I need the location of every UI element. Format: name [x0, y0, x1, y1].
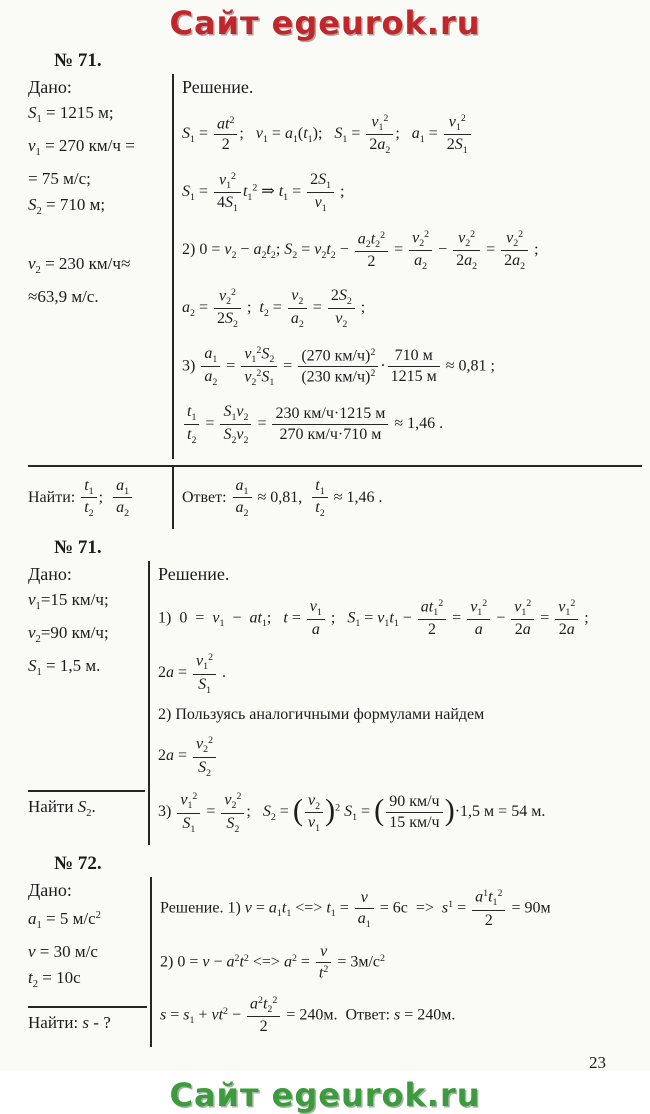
fraction: $\frac{v_1^2}{2a_2}$	[366, 113, 393, 156]
solution-line: $s = s_1 + vt^2$ − $\frac{a^2t_2^2}{2}$ = 240м. Ответ: s = 240м.	[160, 995, 456, 1036]
fraction: $\frac{a_1}{a_2}$	[201, 345, 220, 388]
fraction: $\frac{v_1^2}{4S_1}$	[214, 171, 241, 214]
given-line: $t_2 = 10с$	[28, 968, 81, 991]
given-lines	[28, 903, 147, 998]
fraction: $\frac{S_1v_2}{S_2v_2}$	[220, 403, 251, 446]
answer-text: Ответ: $\frac{a_1}{a_2}$ ≈ 0,81, $\frac{t_1}{t_2}$ ≈ 1,46 .	[182, 476, 383, 520]
given-line: v = 30 м/с	[28, 942, 98, 962]
fraction: $\frac{a_2t_2^2}{2}$	[355, 230, 388, 271]
given-line: $a_1 = 5$ $м/с^2$	[28, 909, 101, 932]
fraction: $\frac{a^2t_2^2}{2}$	[247, 995, 280, 1036]
fraction: $\frac{v_2^2}{2a_2}$	[501, 229, 528, 272]
solution-column	[174, 74, 642, 459]
find-cell	[28, 467, 174, 530]
solution-line: 3) $\frac{v_1^2}{S_1}$ = $\frac{v_2^2}{S_2}$ ; $S_2$ = ( $\frac{v_2}{v_1}$ )$^2$ $S_1$ = ( $\frac{90 км/ч}{15 км/ч}$ )·1,5 м = 54 м.	[158, 791, 546, 835]
problem-71-second	[28, 537, 642, 845]
solution-line: 3) $\frac{a_1}{a_2}$ = $\frac{v_1^2S_2}{v_2^2S_1}$ = $\frac{(270 км/ч)^2}{(230 км/ч)^2}$ · $\frac{710 м}{1215 м}$ ≈ 0,81 ;	[182, 344, 495, 389]
given-lines	[28, 100, 169, 310]
big-paren: )	[325, 793, 336, 828]
site-banner-top: Сайт egeurok.ru	[169, 4, 481, 42]
given-column	[28, 74, 174, 459]
problem-number: № 71.	[54, 49, 102, 71]
solution-line: Решение. 1) $v = a_1t_1$ <=> $t_1$ = $\frac{v}{a_1}$ = $6с => s^1$ = $\frac{a^1t_1^2}{2}$ = 90м	[160, 888, 551, 930]
given-line: = 75 м/с;	[28, 168, 91, 188]
problem-number: № 71.	[54, 537, 102, 559]
big-paren: (	[374, 793, 385, 828]
page-number: 23	[589, 1053, 606, 1073]
fraction: $\frac{v_2^2}{2a_2}$	[453, 229, 480, 272]
fraction: $\frac{v_1^2}{S_1}$	[177, 791, 200, 834]
solution-line: $S_1$ = $\frac{v_1^2}{4S_1}$ $t_1^2$ ⇒ $t_1$ = $\frac{2S_1}{v_1}$ ;	[182, 170, 345, 214]
fraction: $\frac{v_2^2}{S_2}$	[193, 735, 216, 778]
fraction: $\frac{230 км/ч\cdot 1215 м}{270 км/ч\cdot 710 м}$	[272, 405, 388, 444]
fraction: $\frac{t_1}{t_2}$	[184, 403, 199, 446]
problem-body	[28, 877, 642, 1047]
fraction: $\frac{v_1^2S_2}{v_2^2S_1}$	[241, 345, 277, 388]
fraction: $\frac{v_1^2}{2a}$	[555, 598, 578, 639]
given-line: $S_1 = 1,5$ м.	[28, 656, 101, 679]
page-content	[0, 50, 650, 1074]
fraction: $\frac{2S_2}{v_2}$	[328, 287, 355, 330]
find-text: Найти: s - ?	[28, 1006, 147, 1037]
fraction: $\frac{v_2}{v_1}$	[305, 792, 323, 835]
solution-label: Решение.	[158, 564, 230, 585]
fraction: $\frac{v_2^2}{2S_2}$	[214, 287, 241, 330]
given-column	[28, 561, 150, 845]
fraction: $\frac{a^1t_1^2}{2}$	[472, 888, 505, 929]
given-label: Дано:	[28, 564, 72, 585]
big-paren: (	[292, 793, 303, 828]
solution-column	[150, 561, 642, 845]
given-line: $v_2 = 230$ км/ч≈	[28, 253, 131, 276]
fraction: $\frac{v}{t^2}$	[316, 943, 331, 982]
fraction: $\frac{v_1^2}{S_1}$	[193, 652, 216, 695]
fraction: $\frac{t_1}{t_2}$	[81, 477, 96, 520]
fraction: $\frac{710 м}{1215 м}$	[388, 347, 440, 386]
solution-line: 2a = $\frac{v_2^2}{S_2}$	[158, 733, 642, 780]
solution-lines	[158, 596, 642, 836]
given-label: Дано:	[28, 880, 72, 901]
solution-line: $S_1$ = $\frac{at^2}{2}$ ; $v_1 = a_1(t_1)$; $S_1$ = $\frac{v_1^2}{2a_2}$ ; $a_1$ = $\frac{v_1^2}{2S_1}$	[182, 111, 642, 158]
given-line: ≈63,9 м/с.	[28, 286, 99, 306]
fraction: $\frac{(270 км/ч)^2}{(230 км/ч)^2}$	[298, 347, 378, 387]
solution-label: Решение.	[182, 76, 254, 97]
given-lines	[28, 587, 145, 686]
fraction: $\frac{a_1}{a_2}$	[233, 477, 252, 520]
solution-lines	[182, 111, 642, 448]
given-line: $S_1 = 1215$ м;	[28, 102, 114, 125]
given-line: $v_1=15$ км/ч;	[28, 590, 109, 613]
site-banner-bottom: Сайт egeurok.ru	[169, 1076, 481, 1114]
fraction: $\frac{v_1^2}{2S_1}$	[444, 113, 471, 156]
problem-body	[28, 74, 642, 459]
problem-number: № 72.	[54, 853, 102, 875]
solution-line: $\frac{t_1}{t_2}$ = $\frac{S_1v_2}{S_2v_2}$ = $\frac{230 км/ч\cdot 1215 м}{270 км/ч\cdot 710 м}$ ≈ 1,46 .	[182, 401, 642, 448]
given-label: Дано:	[28, 76, 72, 97]
problem-72	[28, 853, 642, 1047]
given-line	[28, 225, 169, 251]
fraction: $\frac{v}{a_1}$	[355, 889, 374, 930]
fraction: $\frac{v_2}{a_2}$	[288, 287, 307, 330]
fraction: $\frac{a_1}{a_2}$	[113, 477, 132, 520]
problem-body	[28, 561, 642, 845]
fraction: $\frac{v_1^2}{a}$	[467, 598, 490, 639]
solution-line: 2) $0 = v_2 - a_2t_2$; $S_2 = v_2t_2$ − $\frac{a_2t_2^2}{2}$ = $\frac{v_2^2}{a_2}$ − $\frac{v_2^2}{2a_2}$ = $\frac{v_2^2}{2a_2}$ ;	[182, 228, 539, 272]
find-text: Найти: $\frac{t_1}{t_2}$ ; $\frac{a_1}{a_2}$	[28, 489, 134, 506]
find-text: Найти $S_2$.	[28, 790, 145, 823]
solution-column	[152, 877, 642, 1047]
fraction: $\frac{at^2}{2}$	[214, 115, 237, 154]
fraction: $\frac{v_1^2}{2a}$	[511, 598, 534, 639]
given-line: $v_2=90$ км/ч;	[28, 623, 109, 646]
solution-lines	[160, 886, 642, 1038]
answer-cell	[174, 467, 642, 530]
solution-line: 2) Пользуясь аналогичными формулами найдем	[158, 706, 485, 724]
fraction: $\frac{v_2^2}{a_2}$	[409, 229, 432, 272]
fraction: $\frac{t_1}{t_2}$	[312, 477, 327, 520]
problem-71-first	[28, 50, 642, 529]
fraction: $\frac{v_2^2}{S_2}$	[221, 791, 244, 834]
solution-line: $a_2$ = $\frac{v_2^2}{2S_2}$ ; $t_2$ = $\frac{v_2}{a_2}$ = $\frac{2S_2}{v_2}$ ;	[182, 286, 366, 330]
given-column	[28, 877, 152, 1047]
solution-line: 2) $0 = v - a^2t^2$ <=> $a^2$ = $\frac{v}{t^2}$ = $3м/с^2$	[160, 942, 385, 982]
fraction: $\frac{at_1^2}{2}$	[418, 598, 446, 639]
fraction: $\frac{90 км/ч}{15 км/ч}$	[386, 793, 442, 832]
fraction: $\frac{2S_1}{v_1}$	[307, 171, 334, 214]
solution-line: 1) $0 = v_1 - at_1$; t = $\frac{v_1}{a}$ ; $S_1 = v_1t_1$ − $\frac{at_1^2}{2}$ = $\frac{v_1^2}{a}$ − $\frac{v_1^2}{2a}$ = $\frac{v_1^2}{2a}$ ;	[158, 598, 589, 639]
answer-row	[28, 465, 642, 530]
big-paren: )	[444, 793, 455, 828]
given-line: $S_2 = 710$ м;	[28, 194, 106, 217]
fraction: $\frac{v_1}{a}$	[307, 598, 325, 639]
solution-line: 2a = $\frac{v_1^2}{S_1}$ .	[158, 652, 227, 696]
given-line: $v_1 = 270$ км/ч =	[28, 135, 135, 158]
